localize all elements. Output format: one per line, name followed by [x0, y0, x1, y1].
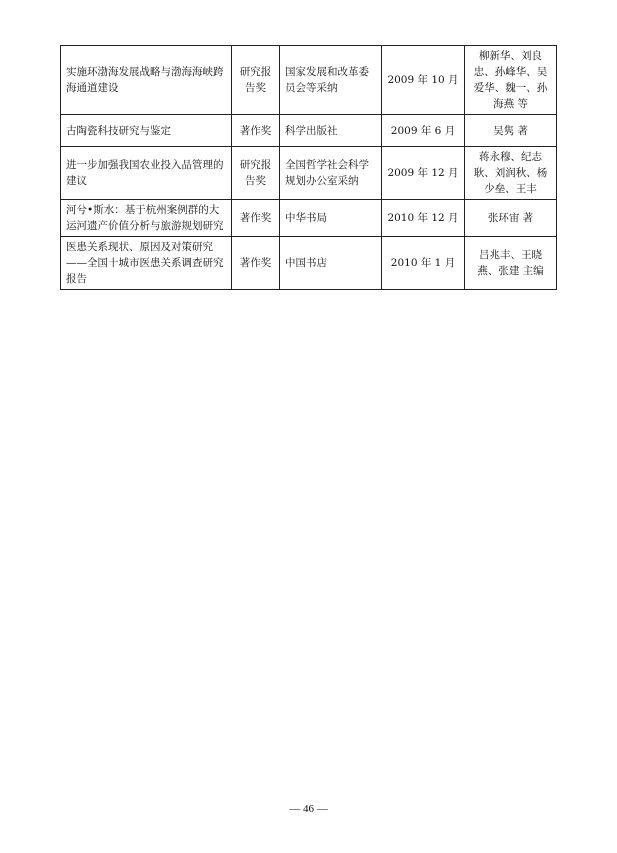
date-cell: 2010 年 12 月 [382, 200, 465, 237]
award-type-cell: 著作奖 [232, 200, 280, 237]
publisher-cell: 全国哲学社会科学规划办公室采纳 [280, 147, 382, 200]
page-number: — 46 — [289, 803, 328, 815]
publisher-cell: 中国书店 [280, 237, 382, 290]
publisher-cell: 国家发展和改革委员会等采纳 [280, 46, 382, 115]
award-type-cell: 著作奖 [232, 115, 280, 147]
table-row [61, 147, 557, 200]
title-cell: 实施环渤海发展战略与渤海海峡跨海通道建设 [61, 46, 232, 115]
publisher-cell: 科学出版社 [280, 115, 382, 147]
date-cell: 2009 年 12 月 [382, 147, 465, 200]
title-cell: 河兮•斯水：基于杭州案例群的大运河遗产价值分析与旅游规划研究 [61, 200, 232, 237]
title-cell: 医患关系现状、原因及对策研究——全国十城市医患关系调查研究报告 [61, 237, 232, 290]
date-cell: 2009 年 10 月 [382, 46, 465, 115]
awards-table [60, 45, 557, 290]
title-cell: 古陶瓷科技研究与鉴定 [61, 115, 232, 147]
date-cell: 2010 年 1 月 [382, 237, 465, 290]
authors-cell: 吕兆丰、王晓燕、张建 主编 [465, 237, 557, 290]
authors-cell: 张环宙 著 [465, 200, 557, 237]
award-type-cell: 研究报告奖 [232, 46, 280, 115]
table-row [61, 46, 557, 115]
table-row [61, 237, 557, 290]
table-row [61, 115, 557, 147]
publisher-cell: 中华书局 [280, 200, 382, 237]
date-cell: 2009 年 6 月 [382, 115, 465, 147]
table-row [61, 200, 557, 237]
authors-cell: 柳新华、刘良忠、孙峰华、吴爱华、魏一、孙海燕 等 [465, 46, 557, 115]
award-type-cell: 研究报告奖 [232, 147, 280, 200]
authors-cell: 吴隽 著 [465, 115, 557, 147]
authors-cell: 蒋永穆、纪志耿、刘润秋、杨少垒、王丰 [465, 147, 557, 200]
title-cell: 进一步加强我国农业投入品管理的建议 [61, 147, 232, 200]
award-type-cell: 著作奖 [232, 237, 280, 290]
